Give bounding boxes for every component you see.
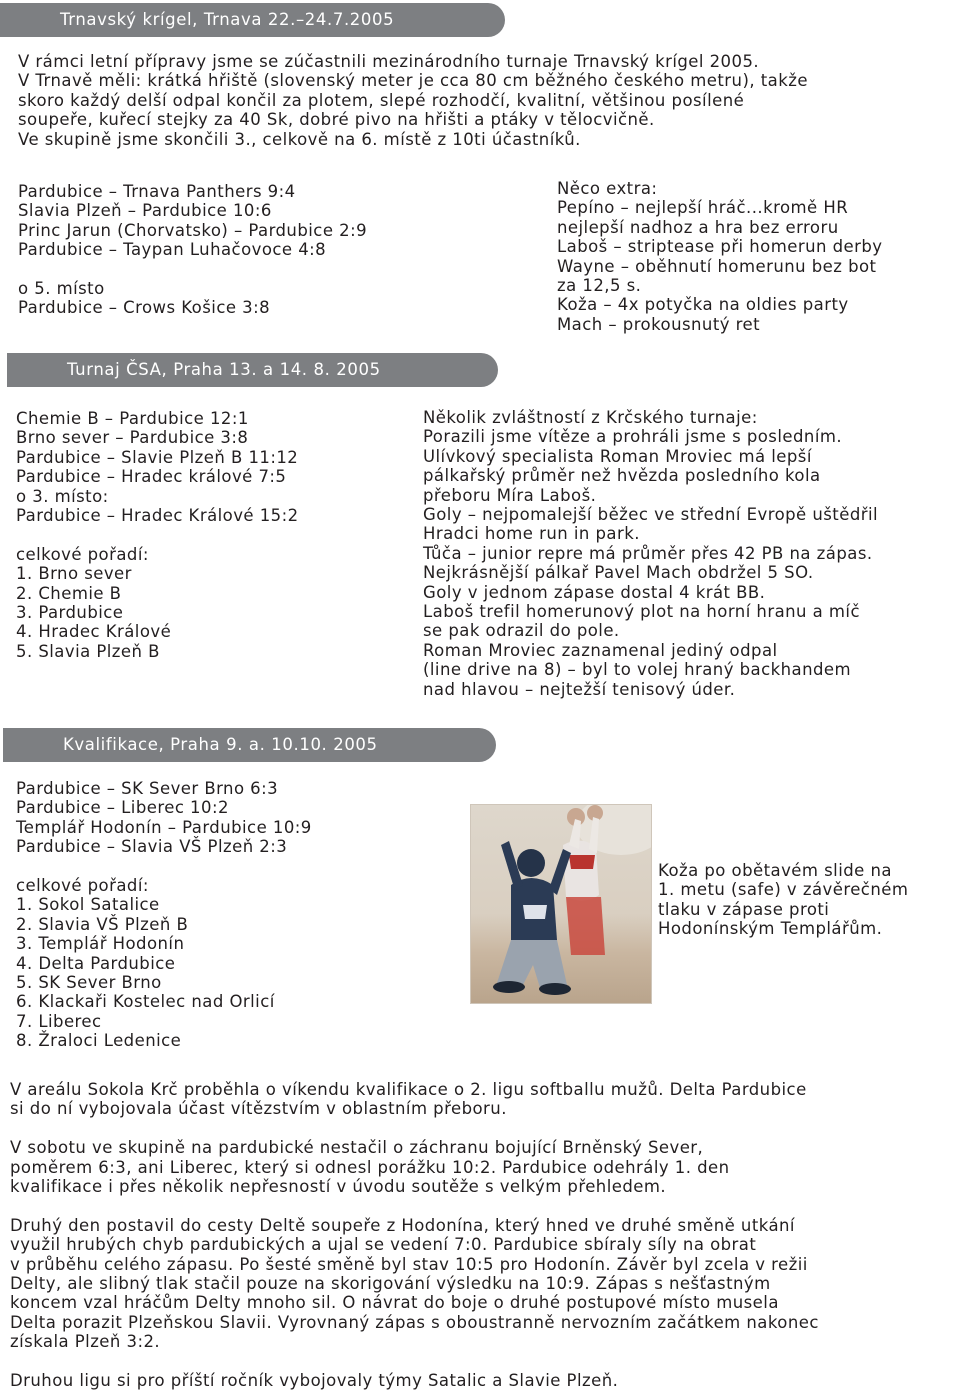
text-line: Goly – nejpomalejší běžec ve střední Evropě uštědřil: [423, 505, 879, 525]
trnava-results: [18, 182, 538, 318]
text-line: tlaku v zápase proti: [658, 899, 830, 919]
text-line: Pardubice – SK Sever Brno 6:3: [16, 779, 279, 798]
text-line: 4. Hradec Králové: [16, 622, 172, 642]
text-line: 4. Delta Pardubice: [16, 953, 176, 973]
trnava-extras: [557, 179, 957, 334]
text-line: přeboru Míra Laboš.: [423, 485, 597, 505]
text-line: 1. Sokol Satalice: [16, 895, 160, 915]
text-line: nejlepší nadhoz a hra bez erroru: [557, 217, 839, 237]
text-line: 3. Templář Hodonín: [16, 934, 185, 954]
text-line: získala Plzeň 3:2.: [10, 1332, 161, 1352]
text-line: kvalifikace i přes několik nepřesností v úvodu soutěže s velkým přehledem.: [10, 1177, 667, 1197]
text-line: Chemie B – Pardubice 12:1: [16, 409, 249, 428]
text-line: 6. Klackaři Kostelec nad Orlicí: [16, 992, 275, 1012]
text-line: 1. Brno sever: [16, 564, 132, 584]
text-line: Pardubice – Crows Košice 3:8: [18, 298, 271, 318]
text-line: Princ Jarun (Chorvatsko) – Pardubice 2:9: [18, 220, 368, 240]
text-line: Slavia Plzeň – Pardubice 10:6: [18, 201, 272, 221]
text-line: nad hlavou – nejtežší tenisový úder.: [423, 679, 736, 699]
text-line: za 12,5 s.: [557, 276, 642, 296]
text-line: Hradci home run in park.: [423, 524, 640, 544]
text-line: Roman Mroviec zaznamenal jediný odpal: [423, 640, 778, 660]
text-line: 2. Slavia VŠ Plzeň B: [16, 914, 189, 934]
text-line: Nejkrásnější pálkař Pavel Mach obdržel 5 SO.: [423, 563, 814, 583]
text-line: [10, 1119, 955, 1138]
text-line: Pardubice – Taypan Luhačovoce 4:8: [18, 240, 327, 260]
text-line: Delty, ale slibný tlak stačil pouze na skorigování výsledku na 10:9. Zápas s nešťastným: [10, 1274, 771, 1294]
text-line: celkové pořadí:: [16, 544, 149, 564]
text-line: Pardubice – Hradec Králové 15:2: [16, 506, 299, 526]
text-line: Druhou ligu si pro příští ročník vybojovaly týmy Satalic a Slavie Plzeň.: [10, 1371, 619, 1390]
text-line: Brno sever – Pardubice 3:8: [16, 428, 249, 448]
text-line: Porazili jsme vítěze a prohráli jsme s posledním.: [423, 427, 843, 447]
text-line: [18, 260, 538, 279]
text-line: o 3. místo:: [16, 486, 109, 506]
softball-slide-photo: [470, 804, 652, 1004]
text-line: Něco extra:: [557, 179, 658, 198]
csa-notes: [423, 408, 958, 699]
text-line: Tůča – junior repre má průměr přes 42 PB na zápas.: [423, 543, 873, 563]
text-line: V areálu Sokola Krč proběhla o víkendu kvalifikace o 2. ligu softballu mužů. Delta Pardubice: [10, 1080, 807, 1099]
text-line: Pardubice – Slavia VŠ Plzeň 2:3: [16, 837, 288, 857]
text-line: Goly v jednom zápase dostal 4 krát BB.: [423, 582, 766, 602]
text-line: (line drive na 8) – byl to volej hraný backhandem: [423, 660, 852, 680]
text-line: V rámci letní přípravy jsme se zúčastnili mezinárodního turnaje Trnavský krígel 2005.: [18, 52, 760, 71]
kvalifikace-results: [16, 779, 456, 1051]
text-line: koncem vzal hráčům Delty mnoho sil. O návrat do boje o druhé postupové místo musela: [10, 1293, 779, 1313]
text-line: [10, 1352, 955, 1371]
text-line: využil hrubých chyb pardubických a ujal se vedení 7:0. Pardubice sbíraly síly na obrat: [10, 1235, 757, 1255]
text-line: V sobotu ve skupině na pardubické nestačil o záchranu bojující Brněnský Sever,: [10, 1138, 704, 1158]
text-line: Hodonínským Templářům.: [658, 919, 883, 939]
text-line: Pardubice – Trnava Panthers 9:4: [18, 182, 296, 201]
text-line: Templář Hodonín – Pardubice 10:9: [16, 817, 312, 837]
text-line: se pak odrazil do pole.: [423, 621, 620, 641]
text-line: Několik zvláštností z Krčského turnaje:: [423, 408, 758, 427]
text-line: poměrem 6:3, ani Liberec, který si odnesl porážku 10:2. Pardubice odehrály 1. den: [10, 1157, 730, 1177]
section-title-csa: Turnaj ČSA, Praha 13. a 14. 8. 2005: [7, 353, 498, 387]
section-title-trnava: Trnavský krígel, Trnava 22.–24.7.2005: [0, 3, 505, 37]
photo-caption: [658, 861, 953, 939]
text-line: 3. Pardubice: [16, 603, 124, 623]
text-line: Ulívkový specialista Roman Mroviec má lepší: [423, 446, 812, 466]
text-line: [16, 857, 456, 876]
text-line: si do ní vybojovala účast vítězstvím v oblastním přeboru.: [10, 1099, 507, 1119]
text-line: 8. Žraloci Ledenice: [16, 1031, 182, 1051]
text-line: v průběhu celého zápasu. Po šesté směně byl stav 10:5 pro Hodonín. Závěr byl zcela v režii: [10, 1254, 808, 1274]
text-line: Koža – 4x potyčka na oldies party: [557, 295, 849, 315]
trnava-intro: [18, 52, 948, 149]
text-line: Laboš – striptease při homerun derby: [557, 237, 883, 257]
text-line: Pardubice – Liberec 10:2: [16, 798, 229, 818]
text-line: Pardubice – Slavie Plzeň B 11:12: [16, 447, 299, 467]
text-line: 1. metu (safe) v závěrečném: [658, 880, 909, 900]
text-line: Wayne – oběhnutí homerunu bez bot: [557, 256, 877, 276]
text-line: Laboš trefil homerunový plot na horní hranu a míč: [423, 602, 860, 622]
text-line: Koža po obětavém slide na: [658, 861, 892, 880]
text-line: [10, 1196, 955, 1215]
text-line: Pardubice – Hradec králové 7:5: [16, 467, 287, 487]
csa-results: [16, 409, 406, 661]
text-line: celkové pořadí:: [16, 876, 149, 896]
text-line: 2. Chemie B: [16, 583, 122, 603]
text-line: [16, 525, 406, 544]
text-line: soupeře, kuřecí stejky za 40 Sk, dobré pivo na hřišti a ptáky v tělocvičně.: [18, 110, 655, 130]
text-line: skoro každý delší odpal končil za plotem, slepé rozhodčí, kvalitní, většinou posílené: [18, 90, 745, 110]
text-line: Pepíno – nejlepší hráč...kromě HR: [557, 198, 849, 218]
section-title-kvalifikace: Kvalifikace, Praha 9. a. 10.10. 2005: [3, 728, 496, 762]
text-line: 5. SK Sever Brno: [16, 973, 162, 993]
text-line: V Trnavě měli: krátká hřiště (slovenský meter je cca 80 cm běžného českého metru), takže: [18, 71, 808, 91]
text-line: Druhý den postavil do cesty Deltě soupeře z Hodonína, který hned ve druhé směně utkání: [10, 1215, 795, 1235]
player-illustration: [471, 805, 651, 1003]
text-line: 7. Liberec: [16, 1011, 102, 1031]
text-line: Delta porazit Plzeňskou Slavii. Vyrovnaný zápas s oboustranně nervozním začátkem nakonec: [10, 1312, 819, 1332]
text-line: o 5. místo: [18, 279, 105, 299]
text-line: 5. Slavia Plzeň B: [16, 641, 160, 661]
kvalifikace-story: [10, 1080, 955, 1390]
text-line: pálkařský průměr než hvězda posledního kola: [423, 466, 821, 486]
text-line: Mach – prokousnutý ret: [557, 314, 761, 334]
text-line: Ve skupině jsme skončili 3., celkově na 6. místě z 10ti účastníků.: [18, 129, 581, 149]
